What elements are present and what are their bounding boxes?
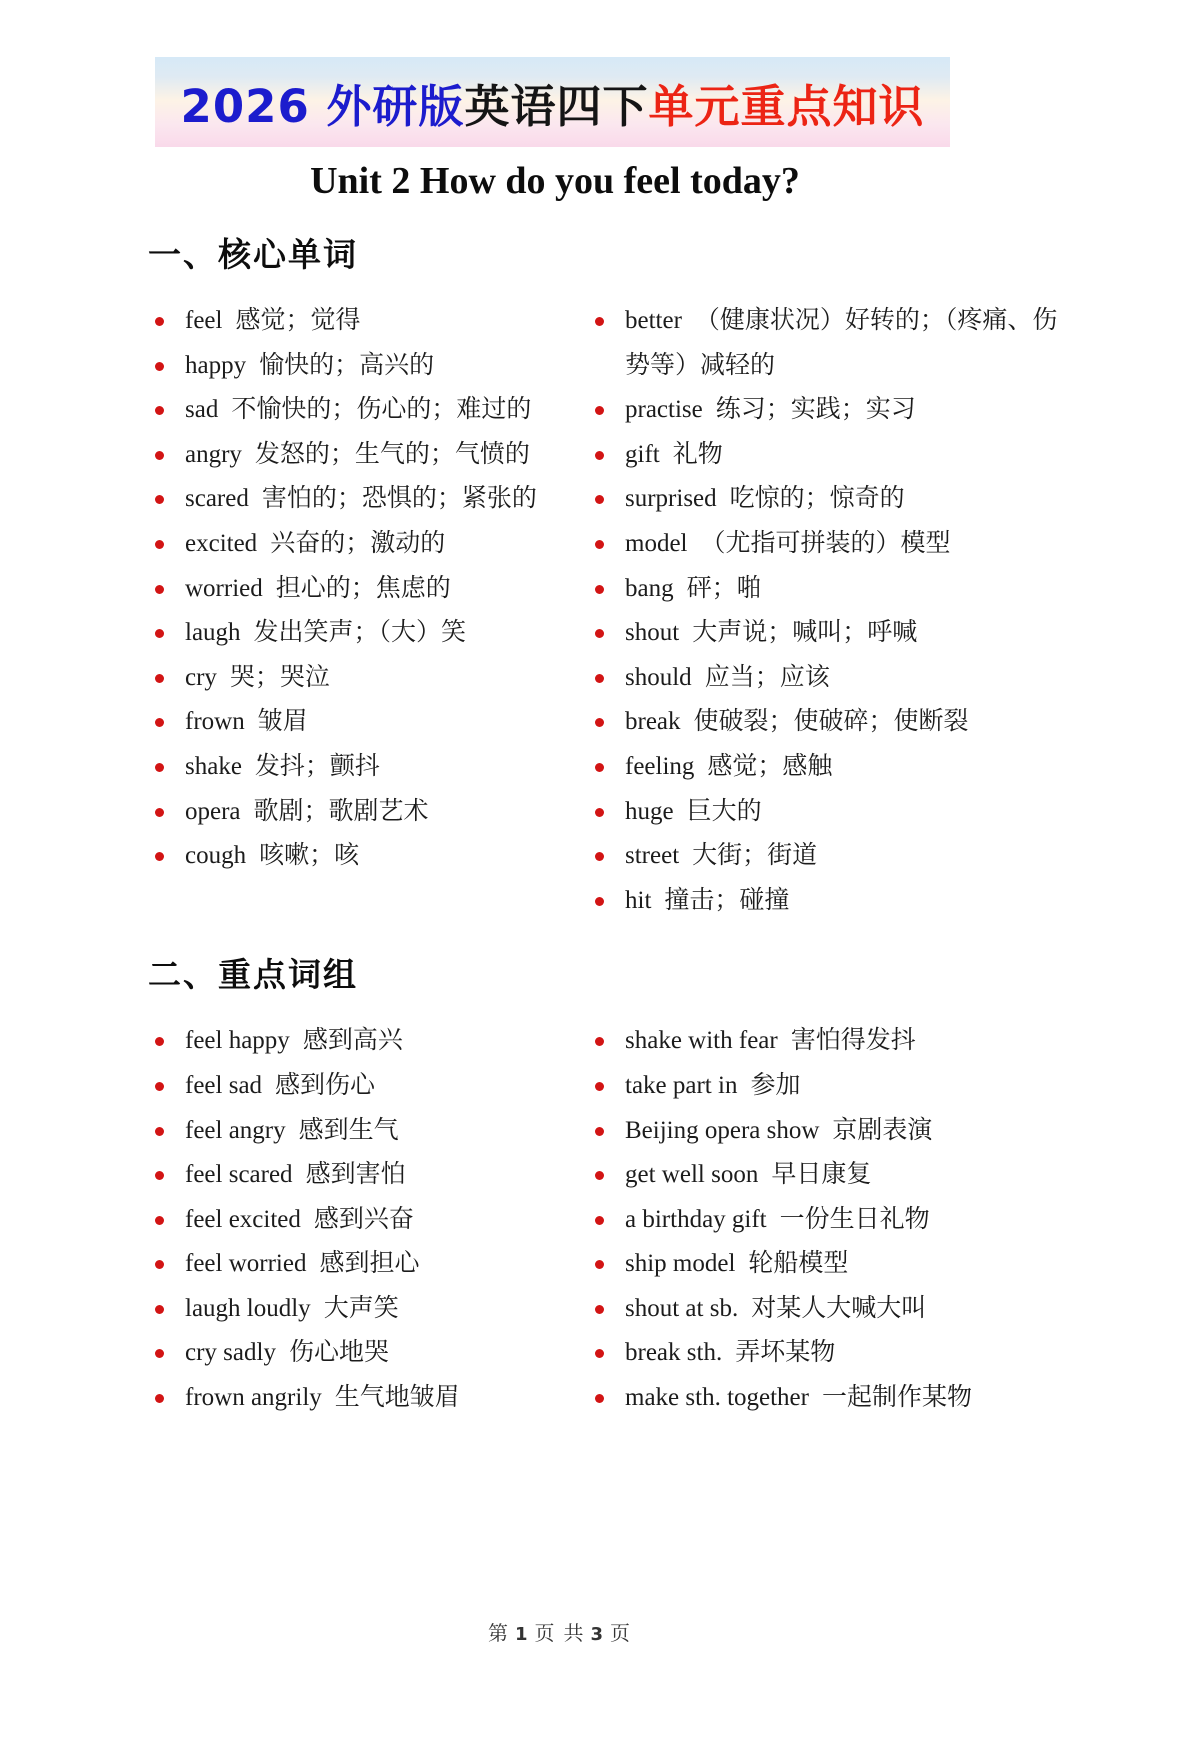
english-term: feel <box>185 307 223 334</box>
chinese-translation: 发怒的；生气的；气愤的 <box>254 440 530 468</box>
key-phrases-left-list <box>148 1019 588 1420</box>
english-term: worried <box>185 574 263 602</box>
phrase-entry <box>588 1019 1068 1064</box>
english-phrase: Beijing opera show <box>625 1116 820 1144</box>
chinese-translation: 礼物 <box>672 440 723 468</box>
english-term: surprised <box>625 485 717 513</box>
bullet-icon <box>155 1216 164 1225</box>
bullet-icon <box>595 852 604 861</box>
chinese-translation: 感到高兴 <box>302 1027 403 1055</box>
english-phrase: ship model <box>625 1250 736 1278</box>
english-phrase: feel angry <box>185 1116 286 1144</box>
bullet-icon <box>595 585 604 594</box>
chinese-translation: （健康状况）好转的；（疼痛、伤势等）减轻的 <box>625 307 1058 379</box>
phrase-entry <box>588 1242 1068 1287</box>
word-entry <box>148 745 588 790</box>
chinese-translation: 伤心地哭 <box>288 1339 389 1367</box>
bullet-icon <box>595 1349 604 1358</box>
phrase-entry <box>148 1019 588 1064</box>
phrase-entry <box>148 1331 588 1376</box>
english-phrase: feel scared <box>185 1161 293 1189</box>
english-phrase: feel excited <box>185 1205 301 1233</box>
core-words-right-list <box>588 299 1068 923</box>
bullet-icon <box>595 1082 604 1091</box>
document-body <box>0 233 1190 1421</box>
word-entry <box>148 344 588 389</box>
english-term: laugh <box>185 619 241 647</box>
banner-subject-text: 英语四下 <box>464 79 649 133</box>
chinese-translation: 发抖；颤抖 <box>254 752 380 780</box>
english-term: practise <box>625 396 703 424</box>
section-heading-key-phrases: 二、重点词组 <box>148 958 358 995</box>
word-entry <box>588 522 1068 567</box>
key-phrases-columns <box>148 1019 1130 1420</box>
bullet-icon <box>595 674 604 683</box>
chinese-translation: 兴奋的；激动的 <box>270 529 446 557</box>
english-term: opera <box>185 797 241 825</box>
english-term: angry <box>185 440 242 468</box>
chinese-translation: 对某人大喊大叫 <box>751 1294 927 1322</box>
chinese-translation: 感觉；感触 <box>707 752 833 780</box>
bullet-icon <box>155 629 164 638</box>
bullet-icon <box>155 1127 164 1136</box>
chinese-translation: 歌剧；歌剧艺术 <box>253 797 429 825</box>
chinese-translation: 害怕的；恐惧的；紧张的 <box>261 485 537 513</box>
word-entry <box>588 477 1068 522</box>
chinese-translation: 感到兴奋 <box>313 1205 414 1233</box>
bullet-icon <box>155 362 164 371</box>
chinese-translation: 大声说；喊叫；呼喊 <box>692 619 918 647</box>
bullet-icon <box>595 1171 604 1180</box>
english-phrase: break sth. <box>625 1339 723 1367</box>
english-phrase: frown angrily <box>185 1384 322 1412</box>
english-phrase: feel happy <box>185 1027 290 1055</box>
page-title: Unit 2 How do you feel today? <box>310 160 800 202</box>
chinese-translation: 感到害怕 <box>305 1161 406 1189</box>
bullet-icon <box>595 1305 604 1314</box>
bullet-icon <box>595 1394 604 1403</box>
bullet-icon <box>155 406 164 415</box>
bullet-icon <box>155 808 164 817</box>
bullet-icon <box>595 897 604 906</box>
bullet-icon <box>155 1394 164 1403</box>
chinese-translation: 弄坏某物 <box>735 1339 836 1367</box>
word-entry <box>588 567 1068 612</box>
chinese-translation: 生气地皱眉 <box>334 1384 460 1412</box>
word-entry <box>588 879 1068 924</box>
phrase-entry <box>588 1153 1068 1198</box>
chinese-translation: 担心的；焦虑的 <box>275 574 451 602</box>
chinese-translation: 感到生气 <box>298 1116 399 1144</box>
bullet-icon <box>155 1260 164 1269</box>
footer-suffix: 页 <box>610 1623 633 1645</box>
english-phrase: laugh loudly <box>185 1294 311 1322</box>
bullet-icon <box>595 1216 604 1225</box>
chinese-translation: 砰；啪 <box>686 574 762 602</box>
core-words-columns <box>148 299 1130 923</box>
chinese-translation: 轮船模型 <box>748 1250 849 1278</box>
word-entry <box>148 700 588 745</box>
chinese-translation: 大声笑 <box>323 1294 399 1322</box>
bullet-icon <box>155 1082 164 1091</box>
english-phrase: get well soon <box>625 1161 759 1189</box>
bullet-icon <box>595 1127 604 1136</box>
phrase-entry <box>148 1153 588 1198</box>
word-entry <box>588 299 1068 388</box>
english-term: shout <box>625 619 680 647</box>
chinese-translation: 哭；哭泣 <box>229 663 330 691</box>
english-term: hit <box>625 886 652 914</box>
bullet-icon <box>595 540 604 549</box>
chinese-translation: 害怕得发抖 <box>790 1027 916 1055</box>
phrase-entry <box>148 1109 588 1154</box>
chinese-translation: （尤指可拼装的）模型 <box>700 529 951 557</box>
word-entry <box>588 745 1068 790</box>
phrase-entry <box>588 1287 1068 1332</box>
bullet-icon <box>155 585 164 594</box>
phrase-entry <box>588 1198 1068 1243</box>
bullet-icon <box>155 495 164 504</box>
english-term: cry <box>185 663 217 691</box>
phrase-entry <box>588 1376 1068 1421</box>
chinese-translation: 发出笑声；（大）笑 <box>253 619 467 647</box>
english-term: break <box>625 708 681 736</box>
phrase-entry <box>148 1287 588 1332</box>
english-term: scared <box>185 485 249 513</box>
bullet-icon <box>595 629 604 638</box>
chinese-translation: 使破裂；使破碎；使断裂 <box>693 708 969 736</box>
bullet-icon <box>595 317 604 326</box>
phrase-entry <box>588 1064 1068 1109</box>
phrase-entry <box>588 1109 1068 1154</box>
bullet-icon <box>155 763 164 772</box>
chinese-translation: 皱眉 <box>257 708 308 736</box>
chinese-translation: 感觉；觉得 <box>235 307 361 334</box>
bullet-icon <box>155 1171 164 1180</box>
english-phrase: shout at sb. <box>625 1294 739 1322</box>
page-footer <box>0 1617 1120 1646</box>
english-term: feeling <box>625 752 695 780</box>
word-entry <box>148 567 588 612</box>
chinese-translation: 感到担心 <box>319 1250 420 1278</box>
footer-page-number: 1 <box>514 1624 530 1645</box>
english-term: cough <box>185 842 247 870</box>
bullet-icon <box>595 406 604 415</box>
english-phrase: a birthday gift <box>625 1205 767 1233</box>
chinese-translation: 咳嗽；咳 <box>259 842 360 870</box>
phrase-entry <box>148 1064 588 1109</box>
section-heading-core-words: 一、核心单词 <box>148 238 358 274</box>
chinese-translation: 大街；街道 <box>692 842 818 870</box>
english-term: happy <box>185 351 247 379</box>
banner-highlight-text: 单元重点知识 <box>648 79 925 133</box>
bullet-icon <box>595 451 604 460</box>
english-term: should <box>625 663 692 691</box>
footer-prefix: 第 <box>487 1623 510 1645</box>
english-phrase: cry sadly <box>185 1339 276 1367</box>
english-phrase: take part in <box>625 1071 738 1099</box>
banner-edition-text: 2026 外研版 <box>180 79 465 133</box>
phrase-entry <box>148 1376 588 1421</box>
word-entry <box>588 611 1068 656</box>
word-entry <box>588 388 1068 433</box>
chinese-translation: 巨大的 <box>686 797 762 825</box>
bullet-icon <box>595 718 604 727</box>
chinese-translation: 应当；应该 <box>704 663 830 691</box>
word-entry <box>148 834 588 879</box>
bullet-icon <box>155 718 164 727</box>
chinese-translation: 参加 <box>750 1071 801 1099</box>
phrase-entry <box>148 1242 588 1287</box>
word-entry <box>148 299 588 344</box>
header-banner <box>155 57 950 147</box>
chinese-translation: 愉快的；高兴的 <box>259 351 435 379</box>
chinese-translation: 一起制作某物 <box>821 1384 972 1412</box>
bullet-icon <box>155 1037 164 1046</box>
phrase-entry <box>148 1198 588 1243</box>
english-term: gift <box>625 440 660 468</box>
english-term: better <box>625 307 682 334</box>
bullet-icon <box>155 540 164 549</box>
chinese-translation: 早日康复 <box>771 1161 872 1189</box>
bullet-icon <box>155 852 164 861</box>
bullet-icon <box>155 1305 164 1314</box>
english-term: sad <box>185 396 219 424</box>
word-entry <box>588 700 1068 745</box>
english-phrase: shake with fear <box>625 1027 778 1055</box>
word-entry <box>588 834 1068 879</box>
english-term: bang <box>625 574 674 602</box>
bullet-icon <box>595 763 604 772</box>
chinese-translation: 京剧表演 <box>832 1116 933 1144</box>
bullet-icon <box>595 1260 604 1269</box>
english-phrase: feel sad <box>185 1071 263 1099</box>
word-entry <box>148 477 588 522</box>
english-term: street <box>625 842 680 870</box>
word-entry <box>148 433 588 478</box>
footer-middle: 页 共 <box>534 1623 586 1645</box>
english-phrase: feel worried <box>185 1250 307 1278</box>
english-term: frown <box>185 708 245 736</box>
chinese-translation: 感到伤心 <box>275 1071 376 1099</box>
english-term: shake <box>185 752 242 780</box>
word-entry <box>148 790 588 835</box>
word-entry <box>588 790 1068 835</box>
bullet-icon <box>155 674 164 683</box>
bullet-icon <box>155 451 164 460</box>
word-entry <box>148 656 588 701</box>
bullet-icon <box>155 1349 164 1358</box>
word-entry <box>148 611 588 656</box>
key-phrases-right-list <box>588 1019 1068 1420</box>
word-entry <box>148 522 588 567</box>
chinese-translation: 撞击；碰撞 <box>664 886 790 914</box>
english-term: huge <box>625 797 674 825</box>
english-term: excited <box>185 529 258 557</box>
bullet-icon <box>155 317 164 326</box>
chinese-translation: 练习；实践；实习 <box>715 396 916 424</box>
english-term: model <box>625 529 688 557</box>
word-entry <box>588 433 1068 478</box>
word-entry <box>148 388 588 433</box>
chinese-translation: 吃惊的；惊奇的 <box>729 485 905 513</box>
phrase-entry <box>588 1331 1068 1376</box>
word-entry <box>588 656 1068 701</box>
bullet-icon <box>595 808 604 817</box>
footer-total-pages: 3 <box>590 1624 606 1645</box>
bullet-icon <box>595 1037 604 1046</box>
english-phrase: make sth. together <box>625 1384 809 1412</box>
bullet-icon <box>595 495 604 504</box>
chinese-translation: 不愉快的；伤心的；难过的 <box>231 396 532 424</box>
core-words-left-list <box>148 299 588 879</box>
chinese-translation: 一份生日礼物 <box>779 1205 930 1233</box>
